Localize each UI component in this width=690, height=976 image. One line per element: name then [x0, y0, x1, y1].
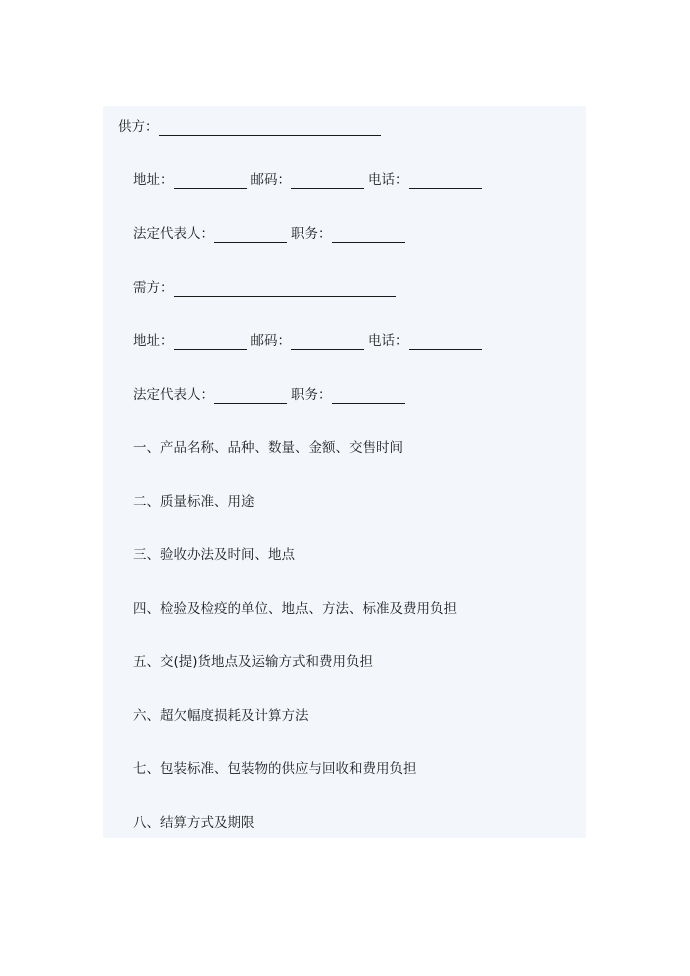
supplier-position-label: 职务：: [291, 226, 332, 242]
clause-3: 三、验收办法及时间、地点: [133, 547, 295, 563]
clause-5: 五、交(提)货地点及运输方式和费用负担: [133, 654, 374, 670]
clause-4: 四、检验及检疫的单位、地点、方法、标准及费用负担: [133, 601, 457, 617]
supplier-postcode-blank: [291, 176, 364, 189]
supplier-address-blank: [174, 176, 247, 189]
supplier-name-blank: [159, 123, 381, 136]
supplier-contact-line: [133, 171, 486, 189]
buyer-name-blank: [174, 284, 396, 297]
buyer-postcode-label: 邮码：: [250, 333, 291, 349]
supplier-label: 供方：: [118, 119, 159, 135]
supplier-phone-blank: [409, 176, 482, 189]
buyer-line: [133, 279, 400, 297]
supplier-line: [118, 118, 385, 136]
contract-panel: [103, 106, 586, 838]
buyer-contact-line: [133, 332, 486, 350]
buyer-address-blank: [174, 337, 247, 350]
clause-2: 二、质量标准、用途: [133, 494, 255, 510]
buyer-postcode-blank: [291, 337, 364, 350]
supplier-rep-blank: [214, 230, 287, 243]
supplier-phone-label: 电话：: [368, 172, 409, 188]
clause-6: 六、超欠幅度损耗及计算方法: [133, 708, 309, 724]
clause-1: 一、产品名称、品种、数量、金额、交售时间: [133, 440, 403, 456]
buyer-position-label: 职务：: [291, 387, 332, 403]
clause-7: 七、包装标准、包装物的供应与回收和费用负担: [133, 761, 417, 777]
buyer-address-label: 地址：: [133, 333, 174, 349]
buyer-position-blank: [332, 391, 405, 404]
buyer-rep-blank: [214, 391, 287, 404]
supplier-rep-label: 法定代表人：: [133, 226, 214, 242]
buyer-phone-blank: [409, 337, 482, 350]
buyer-rep-label: 法定代表人：: [133, 387, 214, 403]
buyer-phone-label: 电话：: [368, 333, 409, 349]
clause-8: 八、结算方式及期限: [133, 815, 255, 831]
buyer-label: 需方：: [133, 280, 174, 296]
supplier-position-blank: [332, 230, 405, 243]
supplier-postcode-label: 邮码：: [250, 172, 291, 188]
buyer-rep-line: [133, 386, 409, 404]
supplier-rep-line: [133, 225, 409, 243]
supplier-address-label: 地址：: [133, 172, 174, 188]
